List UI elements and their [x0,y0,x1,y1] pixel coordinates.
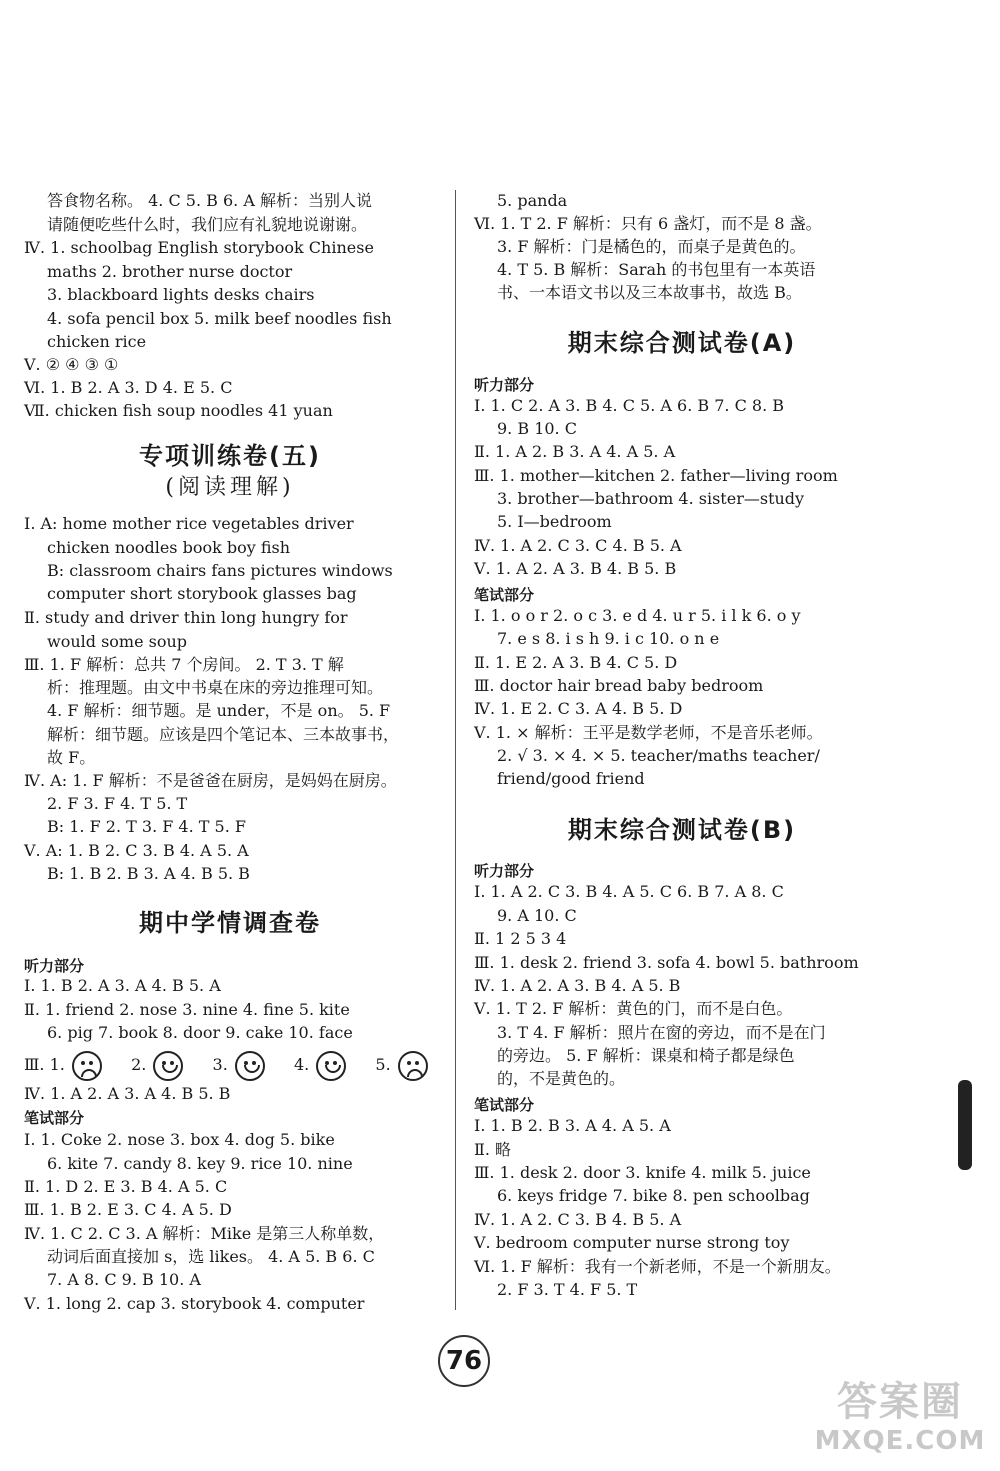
answer-line: 3. blackboard lights desks chairs [47,285,315,304]
answer-line: 的，不是黄色的。 [497,1069,626,1088]
answer-line: 6. keys fridge 7. bike 8. pen schoolbag [497,1186,810,1205]
answer-line: Ⅴ. 1. long 2. cap 3. storybook 4. computer [24,1294,365,1313]
sad-face-icon [398,1051,428,1081]
answer-line: friend/good friend [497,769,645,788]
faces-answer-line [22,1050,430,1081]
answer-line: maths 2. brother nurse doctor [47,262,293,281]
answer-number: 3. [212,1055,228,1074]
answer-line: 3. brother—bathroom 4. sister—study [497,489,805,508]
answer-line: 9. B 10. C [497,419,577,438]
answer-line: 4. sofa pencil box 5. milk beef noodles fish [47,309,392,328]
answer-line: Ⅴ. 1. T 2. F 解析：黄色的门，而不是白色。 [474,999,793,1018]
answer-line: Ⅵ. 1. B 2. A 3. D 4. E 5. C [24,378,233,397]
answer-line: Ⅰ. 1. o o r 2. o c 3. e d 4. u r 5. i l k 6. o y [474,606,801,625]
answer-line: Ⅴ. 1. A 2. A 3. B 4. B 5. B [474,559,677,578]
section-subtitle: (阅读理解) [165,475,295,500]
answer-line: would some soup [47,632,188,651]
answer-line: Ⅳ. 1. A 2. C 3. B 4. B 5. A [474,1210,682,1229]
part-heading: 听力部分 [474,862,535,880]
watermark-logo [805,1378,995,1468]
answer-line: Ⅳ. 1. schoolbag English storybook Chinese [24,238,374,257]
answer-line: 3. F 解析：门是橘色的，而桌子是黄色的。 [497,237,806,256]
answer-line: chicken rice [47,332,147,351]
answer-line: Ⅲ. 1. B 2. E 3. C 4. A 5. D [24,1200,232,1219]
answer-line: 2. F 3. T 4. F 5. T [497,1280,638,1299]
answer-line: B: 1. F 2. T 3. F 4. T 5. F [47,817,246,836]
answer-line: Ⅶ. chicken fish soup noodles 41 yuan [24,401,333,420]
answer-number: Ⅲ. 1. [24,1055,65,1074]
watermark-url: MXQE.COM [814,1426,986,1456]
answer-line: 书、一本语文书以及三本故事书，故选 B。 [497,283,802,302]
answer-line: 4. F 解析：细节题。是 under，不是 on。 5. F [47,701,391,720]
sad-face-icon [72,1051,102,1081]
answer-line: Ⅳ. 1. A 2. C 3. C 4. B 5. A [474,536,682,555]
section-title: 专项训练卷(五) [139,442,321,470]
answer-line: Ⅳ. A: 1. F 解析：不是爸爸在厨房，是妈妈在厨房。 [24,771,397,790]
answer-line: Ⅲ. 1. desk 2. friend 3. sofa 4. bowl 5. bathroom [474,953,859,972]
answer-line: Ⅰ. 1. B 2. A 3. A 4. B 5. A [24,976,221,995]
answer-line: Ⅵ. 1. F 解析：我有一个新老师，不是一个新朋友。 [474,1257,841,1276]
answer-line: Ⅰ. 1. A 2. C 3. B 4. A 5. C 6. B 7. A 8. C [474,882,784,901]
answer-line: Ⅴ. A: 1. B 2. C 3. B 4. A 5. A [24,841,249,860]
answer-line: 故 F。 [47,748,96,767]
answer-line: Ⅲ. 1. mother—kitchen 2. father—living room [474,466,838,485]
answer-line: 析：推理题。由文中书桌在床的旁边推理可知。 [47,678,384,697]
answer-line: Ⅲ. doctor hair bread baby bedroom [474,676,764,695]
answer-line: Ⅱ. 1. A 2. B 3. A 4. A 5. A [474,442,676,461]
answer-line: computer short storybook glasses bag [47,584,357,603]
answer-number: 5. [375,1055,391,1074]
answer-line: Ⅲ. 1. F 解析：总共 7 个房间。 2. T 3. T 解 [24,655,344,674]
answer-line: 2. F 3. F 4. T 5. T [47,794,188,813]
answer-line: B: 1. B 2. B 3. A 4. B 5. B [47,864,250,883]
answer-line: 6. kite 7. candy 8. key 9. rice 10. nine [47,1154,353,1173]
answer-line: Ⅵ. 1. T 2. F 解析：只有 6 盏灯，而不是 8 盏。 [474,214,822,233]
answer-number: 4. [293,1055,310,1074]
part-heading: 笔试部分 [474,1096,535,1114]
answer-line: 7. e s 8. i s h 9. i c 10. o n e [497,629,720,648]
smiley-face-icon [316,1051,346,1081]
answer-line: 答食物名称。 4. C 5. B 6. A 解析：当别人说 [47,191,372,210]
section-title: 期中学情调查卷 [139,909,321,937]
answer-line: 3. T 4. F 解析：照片在窗的旁边，而不是在门 [497,1023,826,1042]
answer-line: Ⅲ. 1. desk 2. door 3. knife 4. milk 5. juice [474,1163,811,1182]
smiley-face-icon [153,1051,183,1081]
section-title: 期末综合测试卷(B) [567,816,797,844]
part-heading: 笔试部分 [474,586,535,604]
watermark-text: 答案圈 [837,1379,963,1425]
answer-number: 2. [131,1055,147,1074]
column-divider [455,190,456,1310]
answer-line: Ⅳ. 1. E 2. C 3. A 4. B 5. D [474,699,683,718]
answer-line: Ⅱ. 1. E 2. A 3. B 4. C 5. D [474,653,678,672]
answer-line: 6. pig 7. book 8. door 9. cake 10. face [47,1023,353,1042]
answer-line: Ⅴ. 1. × 解析：王平是数学老师，不是音乐老师。 [474,723,823,742]
answer-line: 4. T 5. B 解析：Sarah 的书包里有一本英语 [497,260,816,279]
part-heading: 听力部分 [24,957,85,975]
smiley-face-icon [235,1051,265,1081]
answer-line: B: classroom chairs fans pictures windows [47,561,393,580]
answer-line: 7. A 8. C 9. B 10. A [47,1270,201,1289]
section-title: 期末综合测试卷(A) [567,329,797,357]
answer-line: Ⅱ. study and driver thin long hungry for [24,608,348,627]
part-heading: 听力部分 [474,376,535,394]
answer-line: Ⅰ. A: home mother rice vegetables driver [24,514,354,533]
answer-line: 解析：细节题。应该是四个笔记本、三本故事书， [47,725,400,744]
answer-line: Ⅱ. 1 2 5 3 4 [474,929,567,948]
answer-line: 的旁边。 5. F 解析：课桌和椅子都是绿色 [497,1046,795,1065]
scan-smudge [958,1080,972,1170]
answer-line: chicken noodles book boy fish [47,538,291,557]
answer-line: Ⅱ. 1. friend 2. nose 3. nine 4. fine 5. kite [24,1000,350,1019]
answer-line: Ⅳ. 1. A 2. A 3. B 4. A 5. B [474,976,681,995]
answer-line: Ⅰ. 1. B 2. B 3. A 4. A 5. A [474,1116,671,1135]
answer-line: 5. I—bedroom [497,512,612,531]
answer-line: Ⅱ. 1. D 2. E 3. B 4. A 5. C [24,1177,228,1196]
page-number: 76 [438,1335,490,1387]
answer-line: 2. √ 3. × 4. × 5. teacher/maths teacher/ [497,746,820,765]
answer-line: Ⅰ. 1. C 2. A 3. B 4. C 5. A 6. B 7. C 8. B [474,396,785,415]
part-heading: 笔试部分 [24,1109,85,1127]
answer-line: 5. panda [497,191,568,210]
answer-line: 动词后面直接加 s，选 likes。 4. A 5. B 6. C [47,1247,375,1266]
answer-line: 请随便吃些什么时，我们应有礼貌地说谢谢。 [47,215,368,234]
answer-line: Ⅰ. 1. Coke 2. nose 3. box 4. dog 5. bike [24,1130,335,1149]
answer-line: Ⅱ. 略 [474,1140,512,1159]
answer-line: 9. A 10. C [497,906,577,925]
answer-line: Ⅳ. 1. A 2. A 3. A 4. B 5. B [24,1084,231,1103]
answer-line: Ⅴ. ② ④ ③ ① [24,355,119,374]
answer-line: Ⅳ. 1. C 2. C 3. A 解析：Mike 是第三人称单数， [24,1224,385,1243]
answer-line: Ⅴ. bedroom computer nurse strong toy [474,1233,790,1252]
